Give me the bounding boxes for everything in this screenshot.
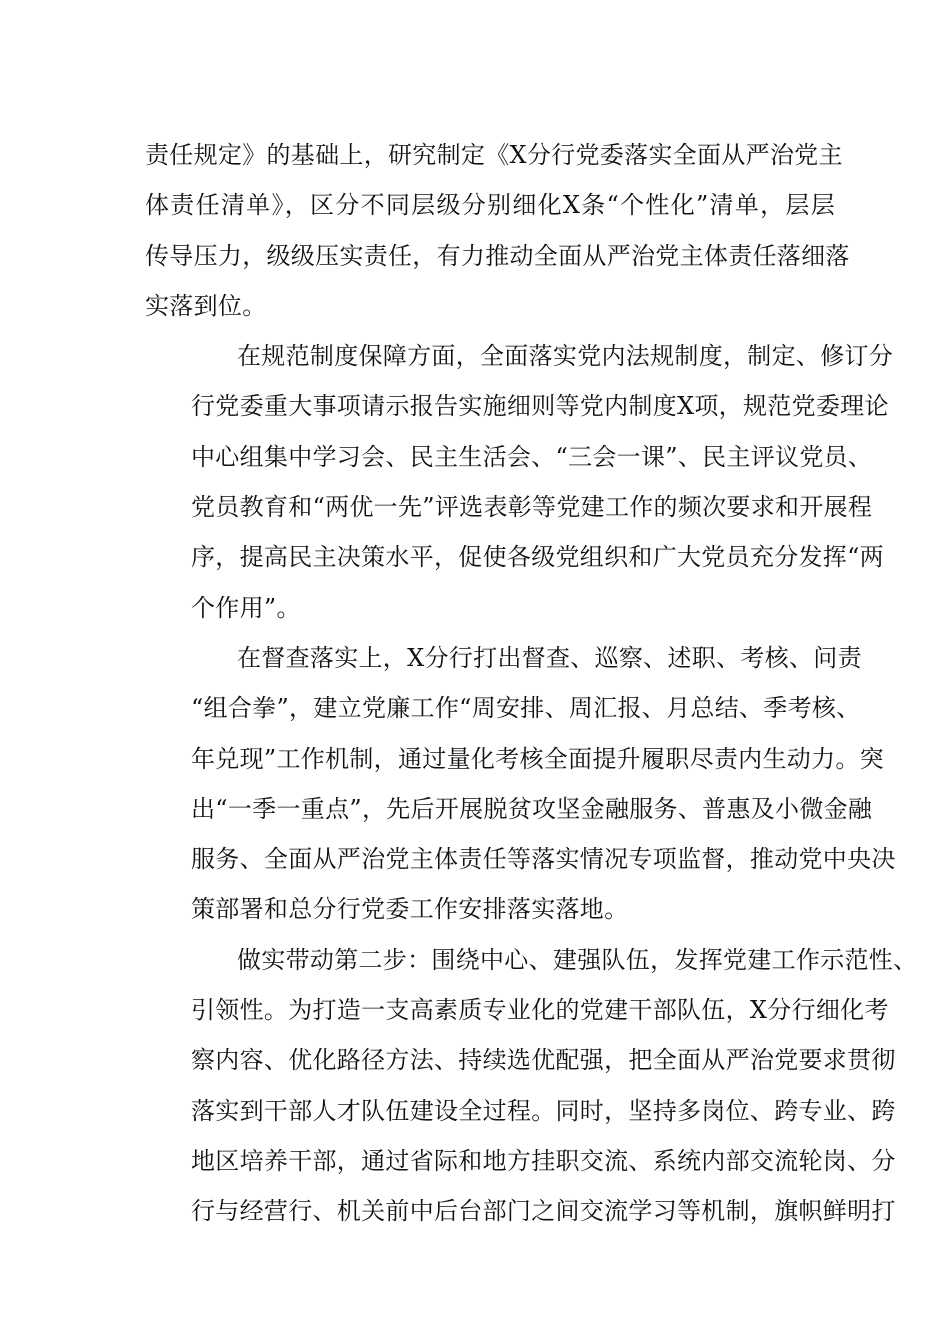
text-line: 察内容、优化路径方法、持续选优配强，把全面从严治党要求贯彻 [191, 1046, 896, 1075]
paragraph-4 [145, 935, 918, 1237]
text-line: 做实带动第二步：围绕中心、建强队伍，发挥党建工作示范性、 [237, 945, 918, 974]
paragraph-1 [145, 130, 850, 331]
text-line: 实落到位。 [145, 291, 267, 320]
paragraph-3 [145, 633, 896, 935]
text-line: 序，提高民主决策水平，促使各级党组织和广大党员充分发挥“两 [191, 543, 884, 572]
paragraph-2 [145, 331, 894, 633]
text-line: 落实到干部人才队伍建设全过程。同时，坚持多岗位、跨专业、跨 [191, 1096, 896, 1125]
text-line: 地区培养干部，通过省际和地方挂职交流、系统内部交流轮岗、分 [191, 1146, 896, 1175]
text-line: 策部署和总分行党委工作安排落实落地。 [191, 895, 629, 924]
text-line: 服务、全面从严治党主体责任等落实情况专项监督，推动党中央决 [191, 845, 896, 874]
text-line: 行与经营行、机关前中后台部门之间交流学习等机制，旗帜鲜明打 [191, 1197, 896, 1226]
document-body [145, 130, 918, 1237]
text-line: 传导压力，级级压实责任，有力推动全面从严治党主体责任落细落 [145, 241, 850, 270]
text-line: 引领性。为打造一支高素质专业化的党建干部队伍，X分行细化考 [191, 996, 889, 1025]
text-line: 在规范制度保障方面，全面落实党内法规制度，制定、修订分 [237, 342, 894, 371]
text-line: 个作用”。 [191, 593, 301, 622]
text-line: 出“一季一重点”，先后开展脱贫攻坚金融服务、普惠及小微金融 [191, 794, 873, 823]
text-line: 体责任清单》，区分不同层级分别细化X条“个性化”清单，层层 [145, 191, 835, 220]
text-line: 行党委重大事项请示报告实施细则等党内制度X项，规范党委理论 [191, 392, 889, 421]
text-line: 在督查落实上，X分行打出督查、巡察、述职、考核、问责 [237, 643, 862, 672]
text-line: 中心组集中学习会、民主生活会、“三会一课”、民主评议党员、 [191, 442, 873, 471]
text-line: 年兑现”工作机制，通过量化考核全面提升履职尽责内生动力。突 [191, 744, 884, 773]
text-line: 责任规定》的基础上，研究制定《X分行党委落实全面从严治党主 [145, 141, 843, 169]
text-line: 党员教育和“两优一先”评选表彰等党建工作的频次要求和开展程 [191, 493, 873, 522]
text-line: “组合拳”，建立党廉工作“周安排、周汇报、月总结、季考核、 [191, 694, 861, 723]
